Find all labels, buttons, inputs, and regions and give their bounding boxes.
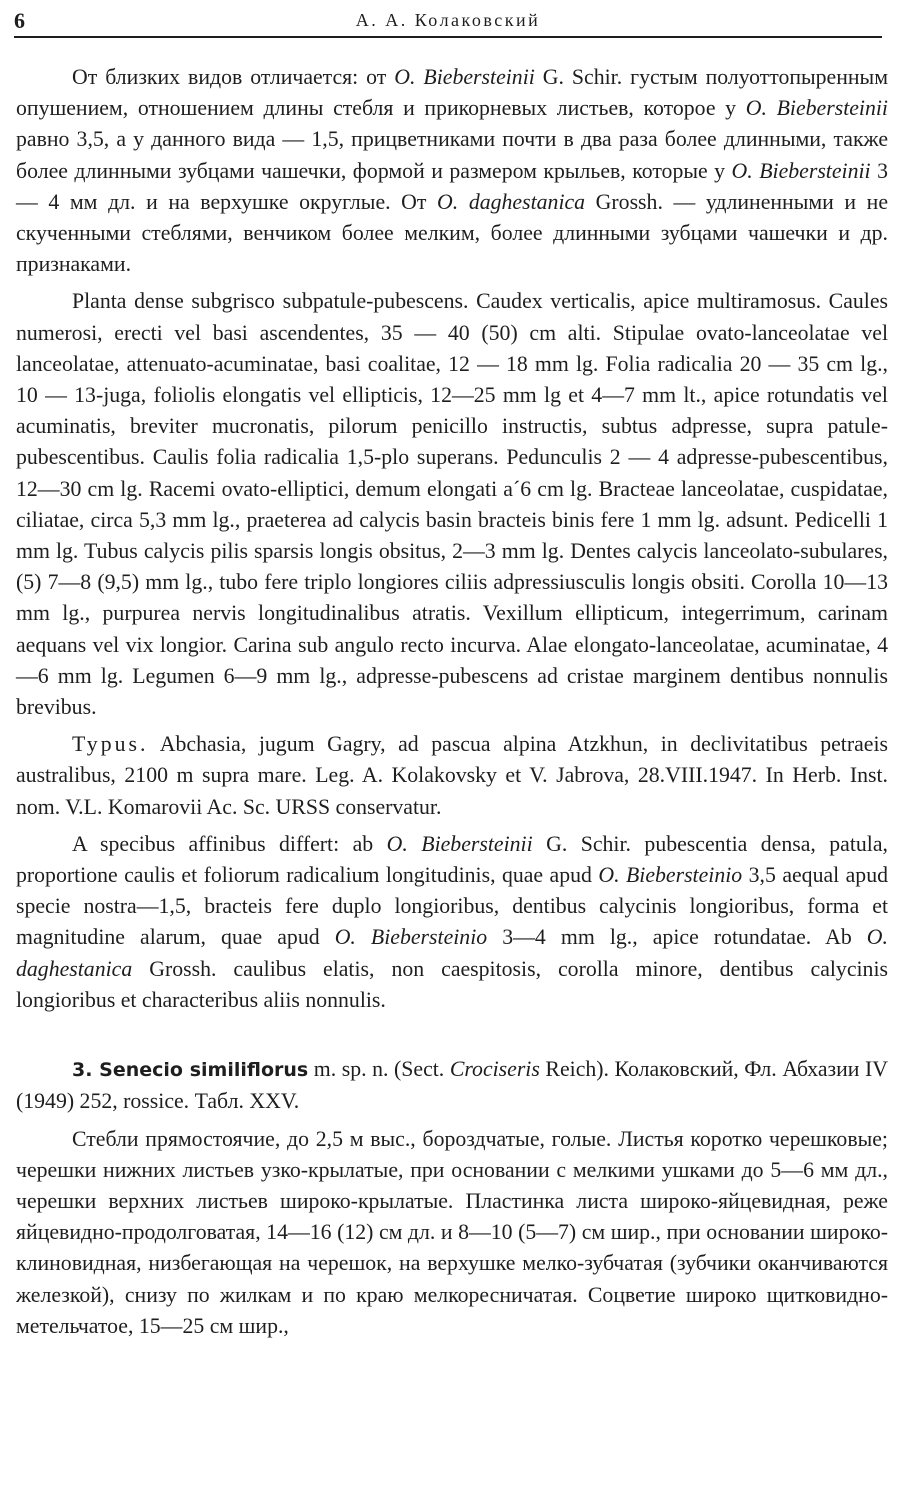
taxon-name: O. Biebersteinio bbox=[334, 925, 488, 950]
taxon-name: O. Biebersteinii bbox=[386, 831, 533, 856]
paragraph-typus bbox=[16, 729, 888, 823]
text: равно 3,5, а у данного вида — 1,5, прицветниками почти в два раза более длинными, также более длинными зубцами чашечки, формой и размером крыльев, которые у bbox=[16, 127, 888, 183]
paragraph-latin-differential bbox=[16, 829, 888, 1016]
species-heading-senecio bbox=[16, 1054, 888, 1117]
text: 3,5 aequal apud specie nostra—1,5, bracteis fere duplo longioribus, dentibus calycinis longioribus, forma et magnitudine alarum, quae apud bbox=[16, 863, 888, 950]
paragraph-latin-description: Planta dense subgrisco subpatule-pubescens. Caudex verticalis, apice multiramosus. Caules numerosi, erecti vel basi ascendentes, 35 — 40 (50) cm alti. Stipulae ovato-lanceolatae vel lanceolatae, attenuato-acuminatae, basi coalitae, 12 — 18 mm lg. Folia radicalia 20 — 35 cm lg., 10 — 13-juga, foliolis elongatis vel ellipticis, 12—25 mm lg et 4—7 mm lt., apice rotundatis vel acuminatis, breviter mucronatis, pilorum penicillo instructis, subtus adpresse, supra patule-pubescentibus. Caulis folia radicalia 1,5-plo superans. Pedunculis 2 — 4 adpresse-pubescentibus, 12—30 cm lg. Racemi ovato-elliptici, demum elongati a´6 cm lg. Bracteae lanceolatae, cuspidatae, ciliatae, circa 5,3 mm lg., praeterea ad calycis basin bracteis binis fere 1 mm lg. adsunt. Pedicelli 1 mm lg. Tubus calycis pilis sparsis longis obsitus, 2—3 mm lg. Dentes calycis lanceolato-subulares, (5) 7—8 (9,5) mm lg., tubo fere triplo longiores ciliis adpressiusculis longis obsiti. Corolla 10—13 mm lg., purpurea nervis longitudinalibus atratis. Vexillum ellipticum, integerrimum, carinam aequans vel vix longior. Carina sub angulo recto incurva. Alae elongato-lanceolatae, acuminatae, 4—6 mm lg. Legumen 6—9 mm lg., adpresse-pubescens ad cristae marginem dentibus nonnulis brevibus. bbox=[16, 289, 888, 720]
text: A specibus affinibus differt: ab bbox=[72, 831, 387, 856]
text: 3—4 mm lg., apice rotundatae. Ab bbox=[487, 925, 867, 950]
page-header bbox=[14, 8, 882, 38]
section-name: Crociseris bbox=[449, 1057, 540, 1082]
text: G. Schir. pubescentia densa, patula, proportione caulis et foliorum radicalium longitudinis, quae apud bbox=[16, 831, 888, 888]
text: Grossh. caulibus elatis, non caespitosis, corolla minore, dentibus calycinis longioribus et characteribus aliis nonnulis. bbox=[16, 956, 888, 1012]
taxon-name: O. Biebersteinii bbox=[731, 158, 871, 183]
page-body bbox=[16, 62, 888, 1342]
text: m. sp. n. (Sect. bbox=[308, 1057, 450, 1082]
paragraph-russian-description: Стебли прямостоячие, до 2,5 м выс., бороздчатые, голые. Листья коротко черешковые; черешки нижних листьев узко-крылатые, при основании с мелкими ушками до 5—6 мм дл., черешки верхних листьев широко-крылатые. Пластинка листа широко-яйцевидная, реже яйцевидно-продолговатая, 14—16 (12) см дл. и 8—10 (5—7) см шир., при основании широко-клиновидная, низбегающая на черешок, на верхушке мелко-зубчатая (зубчики оканчиваются железкой), снизу по жилкам и по краю мелкоресничатая. Соцветие широко щитковидно-метельчатое, 15—25 см шир., bbox=[16, 1126, 888, 1338]
page-number: 6 bbox=[14, 8, 25, 33]
typus-label: Typus. bbox=[72, 732, 149, 757]
text: Reich). Колаковский, Фл. Абхазии IV (1949) 252, rossice. Табл. XXV. bbox=[16, 1057, 888, 1114]
text: Grossh. — удлиненными и не скученными стеблями, венчиком более мелким, более длинными зубцами чашечки и др. признаками. bbox=[16, 189, 889, 277]
taxon-name: O. daghestanica bbox=[16, 925, 888, 981]
taxon-name: O. daghestanica bbox=[437, 189, 586, 214]
running-head: А. А. Колаковский bbox=[355, 10, 541, 30]
paragraph-russian-diagnosis-comparison bbox=[16, 62, 888, 280]
text: Abchasia, jugum Gagry, ad pascua alpina Atzkhun, in declivitatibus petraeis australibus, 2100 m supra mare. Leg. A. Kolakovsky et V. Jabrova, 28.VIII.1947. In Herb. Inst. nom. V.L. Komarovii Ac. Sc. URSS conservatur. bbox=[16, 732, 888, 819]
taxon-name: O. Biebersteinii bbox=[745, 96, 888, 121]
text: G. Schir. густым полуоттопыренным опушением, отношением длины стебля и прикорневых листьев, которое у bbox=[16, 65, 888, 121]
taxon-name: O. Biebersteinio bbox=[598, 863, 743, 888]
species-title: 3. Senecio similiflorus bbox=[72, 1059, 309, 1082]
text: От близких видов отличается: от bbox=[72, 65, 395, 89]
text: 3 — 4 мм дл. и на верхушке округлые. От bbox=[16, 158, 888, 214]
taxon-name: O. Biebersteinii bbox=[394, 65, 535, 89]
